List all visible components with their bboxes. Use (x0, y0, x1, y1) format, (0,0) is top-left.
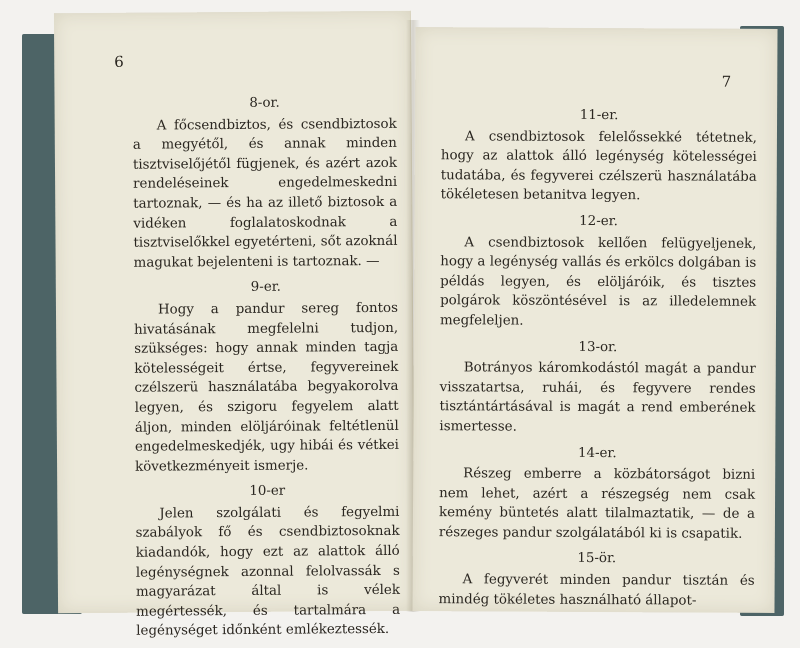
section-heading: 10-er (249, 483, 286, 500)
right-page-text (438, 103, 757, 617)
section-heading: 12-er. (579, 213, 618, 230)
section-paragraph: A csendbiztosok felelőssekké tétetnek, hogy az alattok álló legénység kötelességei tudatába, és fegyverei czélszerü használatába tökéletesen betanitva legyen. (440, 128, 757, 204)
section-heading: 15-ör. (577, 551, 617, 567)
right-page (412, 27, 777, 613)
section-paragraph: Részeg emberre a közbátorságot bizni nem lehet, azért a részegség nem csak kemény büntetés alatt tilalmaztatik, — de a részeges pandur szolgálatából ki is csapatik. (438, 466, 756, 542)
left-page (54, 11, 415, 640)
page-number-right: 7 (721, 72, 732, 91)
left-page-text (132, 91, 400, 648)
section-paragraph: A csendbiztosok kellően felügyeljenek, hogy a legénység vallás és erkölcs dolgában is példás legyen, és elöljáróik, és tisztes polgárok köszöntésével is az illedelemnek megfeleljen. (439, 234, 757, 329)
section-heading: 9-er. (250, 280, 281, 296)
section-paragraph: Hogy a pandur sereg fontos hivatásának megfelelni tudjon, szükséges: hogy annak minden tagja kötelességeit értse, fegyvereinek czélszerü használatába begyakorolva legyen, és szigoru fegyelem alatt áljon, minden elöljáróinak feltétlenül engedelmeskedjék, ugy hibái és vétkei következményeit ismerje. (134, 300, 399, 475)
page-number-left: 6 (114, 52, 124, 71)
section-heading: 14-er. (577, 445, 617, 461)
section-paragraph: A fegyverét minden pandur tisztán és mindég tökéletes használható állapot- (438, 572, 755, 609)
section-paragraph: A főcsendbiztos, és csendbiztosok a megyétől, és annak minden tisztviselőjétől fügjenek, és azért azok rendeléseinek engedelmeskedni tartoznak, — és ha az illető biztosok a vidéken foglalatoskodnak a tisztviselőkkel egyetérteni, sőt azoknál magukat bejelenteni is tartoznak. — (132, 116, 398, 271)
section-paragraph: Jelen szolgálati és fegyelmi szabályok fő és csendbiztosoknak kiadandók, hogy ezt az alattok álló legénységnek azonnal felolvassák s magyarázat által is vélek megértessék, és tartalmára a legénységet időnként emlékeztessék. (135, 504, 401, 640)
section-heading: 11-er. (579, 107, 619, 124)
section-paragraph: Botrányos káromkodástól magát a pandur visszatartsa, ruhái, és fegyvere rendes tisztántártásával is magát a rend emberének ismertesse. (439, 360, 756, 435)
section-heading: 13-or. (578, 339, 618, 355)
section-heading: 8-or. (249, 95, 280, 111)
